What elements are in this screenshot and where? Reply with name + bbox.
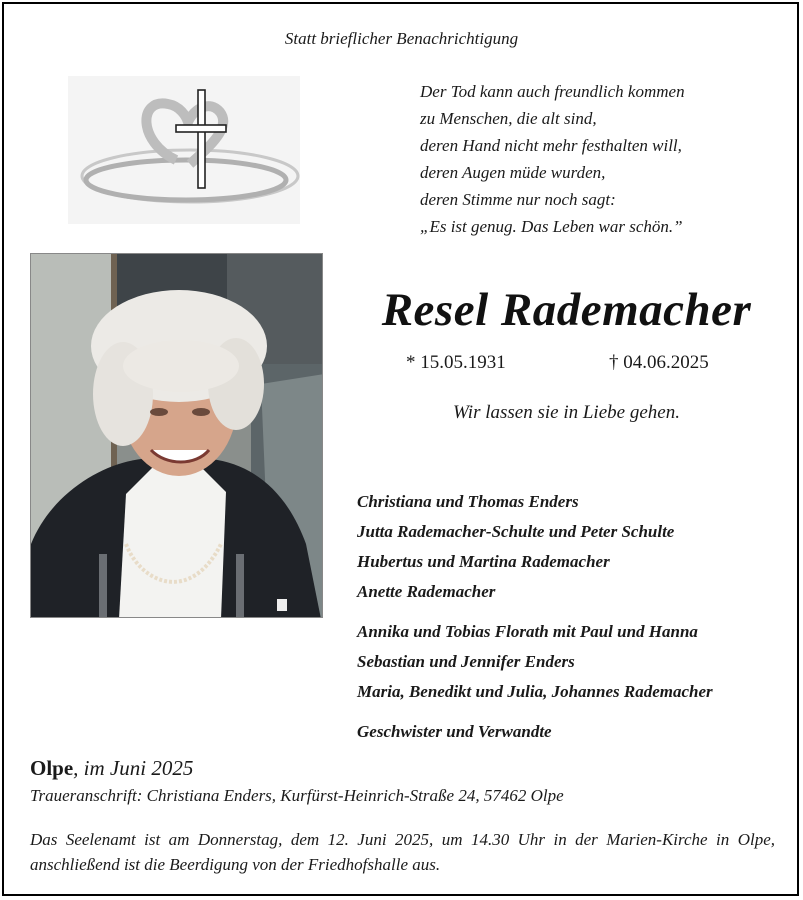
place-city: Olpe xyxy=(30,756,74,780)
place-date-text: , im Juni 2025 xyxy=(73,756,194,780)
logo xyxy=(68,76,300,224)
mourning-address: Traueranschrift: Christiana Enders, Kurfürst-Heinrich-Straße 24, 57462 Olpe xyxy=(30,786,564,805)
mourners-grandchildren xyxy=(357,617,713,707)
death-date: † 04.06.2025 xyxy=(609,352,709,373)
header-note: Statt brieflicher Benachrichtigung xyxy=(284,29,519,48)
poem-line: deren Stimme nur noch sagt: xyxy=(420,190,616,209)
motto: Wir lassen sie in Liebe gehen. xyxy=(453,402,680,423)
birth-date: * 15.05.1931 xyxy=(406,352,506,373)
mourner-line: Hubertus und Martina Rademacher xyxy=(357,552,610,571)
place-date xyxy=(30,756,193,781)
mourner-line: Christiana und Thomas Enders xyxy=(357,492,579,511)
mourner-line: Maria, Benedikt und Julia, Johannes Rademacher xyxy=(357,682,713,701)
mourner-line: Sebastian und Jennifer Enders xyxy=(357,652,575,671)
deceased-name: Resel Rademacher xyxy=(381,284,752,336)
heart-cross-icon xyxy=(68,76,300,224)
portrait-photo xyxy=(30,253,323,618)
mourners-children xyxy=(357,487,674,607)
service-info: Das Seelenamt ist am Donnerstag, dem 12. Juni 2025, um 14.30 Uhr in der Marien-Kirche in Olpe, anschließend ist die Beerdigung von der Friedhofshalle aus. xyxy=(30,830,775,874)
poem-line: deren Augen müde wurden, xyxy=(420,163,606,182)
mourners-relatives xyxy=(357,717,552,747)
poem-line: „Es ist genug. Das Leben war schön.” xyxy=(420,217,683,236)
poem-line: Der Tod kann auch freundlich kommen xyxy=(420,82,685,101)
poem-line: zu Menschen, die alt sind, xyxy=(420,109,597,128)
mourner-line: Jutta Rademacher-Schulte und Peter Schulte xyxy=(357,522,675,541)
mourner-line: Annika und Tobias Florath mit Paul und Hanna xyxy=(357,622,698,641)
mourner-line: Geschwister und Verwandte xyxy=(357,722,552,741)
mourner-line: Anette Rademacher xyxy=(357,582,496,601)
poem-line: deren Hand nicht mehr festhalten will, xyxy=(420,136,682,155)
poem xyxy=(420,78,685,240)
